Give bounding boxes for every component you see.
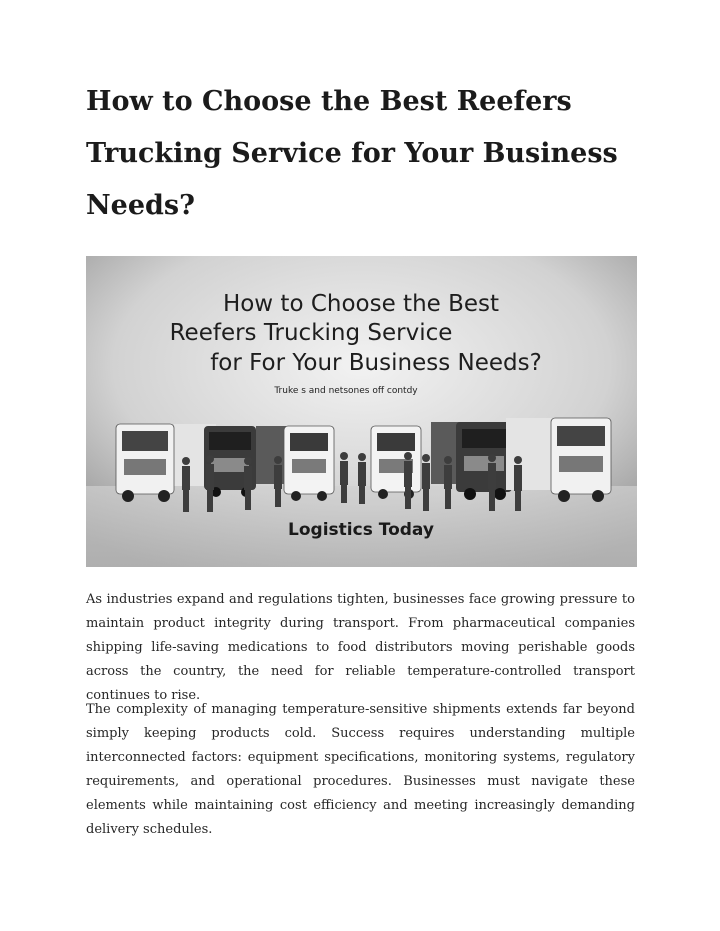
paragraph: The complexity of managing temperature-sensitive shipments extends far beyond simply keeping products cold. Success requires understanding multiple interconnected factors: equipment specifications, monitoring systems, regulatory requirements, and operational procedures. Businesses must navigate these elements while maintaining cost efficiency and meeting increasingly demanding delivery schedules. (86, 702, 635, 837)
hero-image (86, 256, 637, 567)
hero-headline-line-1: How to Choose the Best (222, 291, 500, 317)
paragraph: As industries expand and regulations tighten, businesses face growing pressure to maintain product integrity during transport. From pharmaceutical companies shipping life-saving medications to food distributors moving perishable goods across the country, the need for reliable temperature-controlled transport continues to rise. (86, 592, 635, 703)
hero-headline-line-2: Reefers Trucking Service (169, 320, 453, 346)
hero-brand: Logistics Today (288, 520, 434, 540)
hero-subtitle: Truke s and netsones off contdy (274, 386, 418, 396)
page-title: How to Choose the Best Reefers Trucking Service for Your Business Needs? (86, 86, 618, 221)
hero-headline-line-3: for For Your Business Needs? (210, 350, 542, 376)
